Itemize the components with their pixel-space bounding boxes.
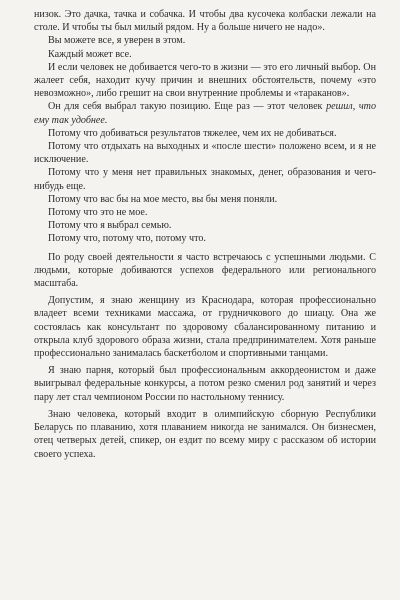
paragraph: Знаю человека, который входит в олимпийскую сборную Республики Беларусь по плаванию, хотя плаванием никогда не занимался. Он бизнесмен, отец четверых детей, спикер, он ездит по всему миру с рассказом об истории своего успеха. [34,408,376,460]
paragraph: Допустим, я знаю женщину из Краснодара, которая профессионально владеет всеми техниками массажа, от грудничкового до шиацу. Она же состоялась как консультант по здоровому сбалансированному питанию и открыла клуб здорового образа жизни, стала предпринимателем. Хотя раньше профессионально занималась баскетболом и спортивными танцами. [34,295,376,360]
paragraph: Я знаю парня, который был профессиональным аккордеонистом и даже выигрывал федеральные конкурсы, а потом резко сменил род занятий и через пару лет стал чемпионом России по настольному теннису. [34,365,376,403]
paragraph-with-italic [34,100,376,126]
italic-emphasis: решил, что ему так удобнее. [34,101,376,126]
paragraph: Потому что добиваться результатов тяжелее, чем их не добиваться. [48,127,337,139]
paragraph-text: Он для себя выбрал такую позицию. Еще раз — этот человек [48,101,327,113]
paragraph: Потому что я выбрал семью. [48,220,172,232]
paragraph: Потому что отдыхать на выходных и «после шести» положено всем, и я не исключение. [34,141,376,166]
paragraph: Потому что это не мое. [48,207,148,219]
paragraph: И если человек не добивается чего-то в жизни — это его личный выбор. Он жалеет себя, находит кучу причин и внешних обстоятельств, почему «это невозможно», либо грешит на свои внутренние проблемы и «тараканов». [34,61,376,100]
paragraph: Потому что у меня нет правильных знакомых, денег, образования и чего-нибудь еще. [34,167,376,192]
paragraph: По роду своей деятельности я часто встречаюсь с успешными людьми. С людьми, которые добиваются успехов федерального или регионального масштаба. [34,251,376,290]
paragraph: Вы можете все, я уверен в этом. [48,35,186,47]
paragraph: Каждый может все. [48,48,132,60]
paragraph: Потому что вас бы на мое место, вы бы меня поняли. [48,193,278,205]
paragraph-continuation: низок. Это дачка, тачка и собачка. И чтобы два кусочека колбаски лежали на столе. И чтобы ты был милый рядом. Ну а больше ничего не надо». [34,9,376,34]
paragraph: Потому что, потому что, потому что. [48,233,206,245]
